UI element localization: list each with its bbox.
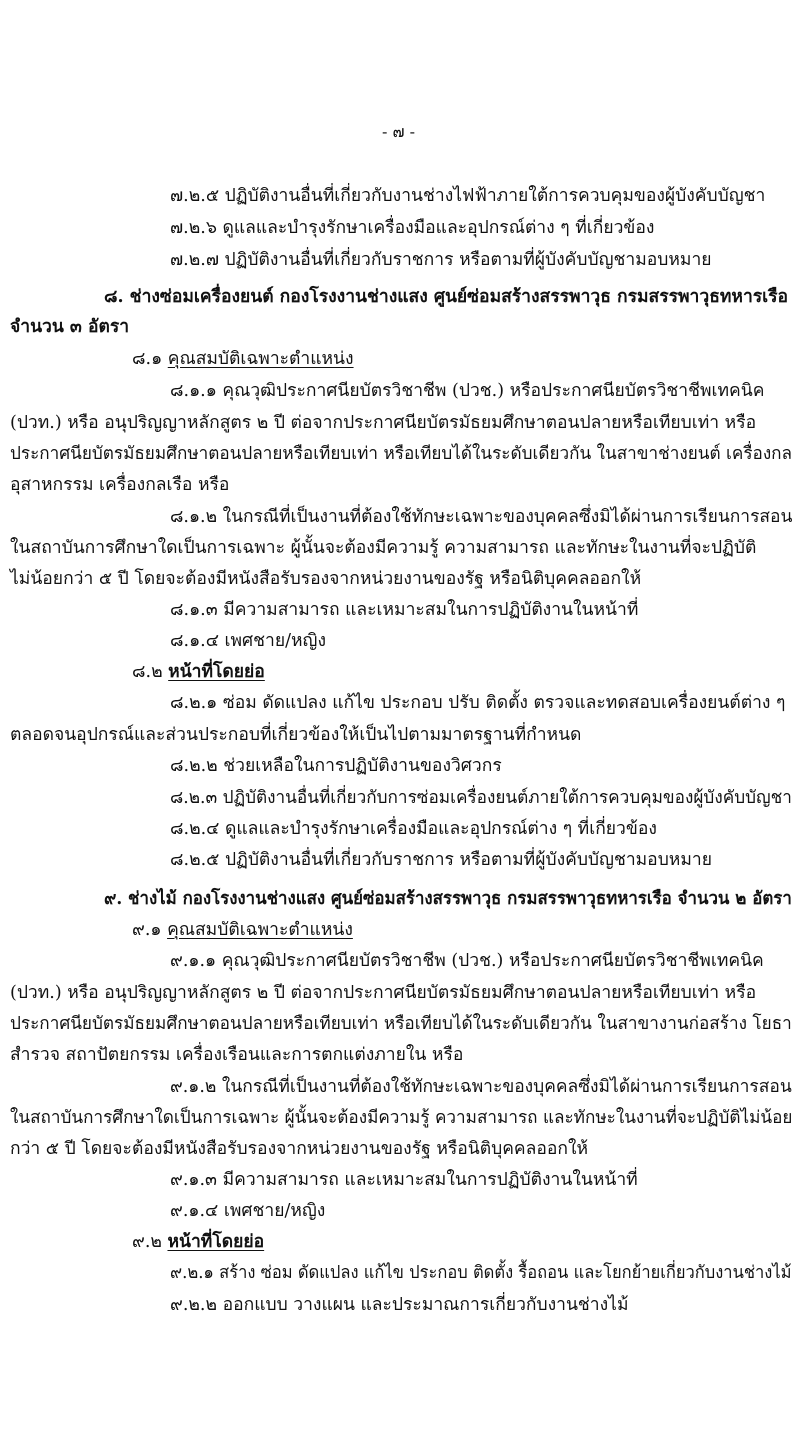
item-7-2-7: ๗.๒.๗ ปฏิบัติงานอื่นที่เกี่ยวกับราชการ หรือตามที่ผู้บังคับบัญชามอบหมาย [170,250,712,270]
item-8-2-5: ๘.๒.๕ ปฏิบัติงานอื่นที่เกี่ยวกับราชการ หรือตามที่ผู้บังคับบัญชามอบหมาย [170,850,712,870]
item-8-1-2-line3: ไม่น้อยกว่า ๕ ปี โดยจะต้องมีหนังสือรับรองจากหน่วยงานของรัฐ หรือนิติบุคคลออกให้ [10,569,642,589]
section-8-heading: ๘. ช่างซ่อมเครื่องยนต์ กองโรงงานช่างแสง ศูนย์ซ่อมสร้างสรรพาวุธ กรมสรรพาวุธทหารเรือ [104,287,789,307]
duties-number-9: ๙.๒ [132,1232,168,1252]
duties-label-9: หน้าที่โดยย่อ [167,1232,265,1252]
item-8-1-4: ๘.๑.๔ เพศชาย/หญิง [170,631,327,651]
qualifications-label-9: คุณสมบัติเฉพาะตำแหน่ง [167,920,353,940]
item-9-1-1-line3: ประกาศนียบัตรมัธยมศึกษาตอนปลายหรือเทียบเท่า หรือเทียบได้ในระดับเดียวกัน ในสาขางานก่อสร้าง โยธา [10,1014,792,1034]
item-8-1-3: ๘.๑.๓ มีความสามารถ และเหมาะสมในการปฏิบัติงานในหน้าที่ [170,600,639,620]
item-8-1-2: ๘.๑.๒ ในกรณีที่เป็นงานที่ต้องใช้ทักษะเฉพาะของบุคคลซึ่งมิได้ผ่านการเรียนการสอน [170,507,793,527]
item-8-2-4: ๘.๒.๔ ดูแลและบำรุงรักษาเครื่องมือและอุปกรณ์ต่าง ๆ ที่เกี่ยวข้อง [170,819,657,839]
qualifications-heading-9 [132,920,353,940]
page-number: - ๗ - [382,122,416,141]
section-8-heading-cont: จำนวน ๓ อัตรา [10,317,130,337]
qualifications-number-9: ๙.๑ [132,920,168,940]
item-9-2-2: ๙.๒.๒ ออกแบบ วางแผน และประมาณการเกี่ยวกับงานช่างไม้ [170,1295,629,1315]
item-8-1-2-line2: ในสถาบันการศึกษาใดเป็นการเฉพาะ ผู้นั้นจะต้องมีความรู้ ความสามารถ และทักษะในงานที่จะปฏิบัติ [10,538,757,558]
item-8-2-2: ๘.๒.๒ ช่วยเหลือในการปฏิบัติงานของวิศวกร [170,756,502,776]
item-8-2-1: ๘.๒.๑ ซ่อม ดัดแปลง แก้ไข ประกอบ ปรับ ติดตั้ง ตรวจและทดสอบเครื่องยนต์ต่าง ๆ [170,693,786,713]
qualifications-heading-8 [132,349,354,369]
item-8-1-1-line2: (ปวท.) หรือ อนุปริญญาหลักสูตร ๒ ปี ต่อจากประกาศนียบัตรมัธยมศึกษาตอนปลายหรือเทียบเท่า หรือ [10,413,757,433]
item-9-1-3: ๙.๑.๓ มีความสามารถ และเหมาะสมในการปฏิบัติงานในหน้าที่ [170,1170,638,1190]
duties-heading-8 [132,662,265,682]
item-9-1-1: ๙.๑.๑ คุณวุฒิประกาศนียบัตรวิชาชีพ (ปวช.) หรือประกาศนียบัตรวิชาชีพเทคนิค [170,951,764,971]
item-8-1-1: ๘.๑.๑ คุณวุฒิประกาศนียบัตรวิชาชีพ (ปวช.) หรือประกาศนียบัตรวิชาชีพเทคนิค [170,381,765,401]
item-8-2-3: ๘.๒.๓ ปฏิบัติงานอื่นที่เกี่ยวกับการซ่อมเครื่องยนต์ภายใต้การควบคุมของผู้บังคับบัญชา [170,788,792,808]
item-7-2-6: ๗.๒.๖ ดูแลและบำรุงรักษาเครื่องมือและอุปกรณ์ต่าง ๆ ที่เกี่ยวข้อง [170,218,655,238]
item-9-2-1: ๙.๒.๑ สร้าง ซ่อม ดัดแปลง แก้ไข ประกอบ ติดตั้ง รื้อถอน และโยกย้ายเกี่ยวกับงานช่างไม้ [170,1263,792,1283]
item-9-1-1-line4: สำรวจ สถาปัตยกรรม เครื่องเรือนและการตกแต่งภายใน หรือ [10,1045,464,1065]
item-9-1-2-line3: กว่า ๕ ปี โดยจะต้องมีหนังสือรับรองจากหน่วยงานของรัฐ หรือนิติบุคคลออกให้ [10,1139,589,1159]
duties-label-8: หน้าที่โดยย่อ [168,662,265,682]
item-9-1-1-line2: (ปวท.) หรือ อนุปริญญาหลักสูตร ๒ ปี ต่อจากประกาศนียบัตรมัธยมศึกษาตอนปลายหรือเทียบเท่า หรือ [10,983,757,1003]
duties-heading-9 [132,1232,264,1252]
duties-number-8: ๘.๒ [132,662,169,682]
item-9-1-2-line2: ในสถาบันการศึกษาใดเป็นการเฉพาะ ผู้นั้นจะต้องมีความรู้ ความสามารถ และทักษะในงานที่จะปฏิบัติไม่น้อย [10,1108,793,1128]
item-8-1-1-line4: อุสาหกรรม เครื่องกลเรือ หรือ [10,475,230,495]
item-7-2-5: ๗.๒.๕ ปฏิบัติงานอื่นที่เกี่ยวกับงานช่างไฟฟ้าภายใต้การควบคุมของผู้บังคับบัญชา [170,186,766,206]
qualifications-label-8: คุณสมบัติเฉพาะตำแหน่ง [167,349,354,369]
item-9-1-2: ๙.๑.๒ ในกรณีที่เป็นงานที่ต้องใช้ทักษะเฉพาะของบุคคลซึ่งมิได้ผ่านการเรียนการสอน [170,1077,792,1097]
item-8-2-1-line2: ตลอดจนอุปกรณ์และส่วนประกอบที่เกี่ยวข้องให้เป็นไปตามมาตรฐานที่กำหนด [10,725,582,745]
section-9-heading: ๙. ช่างไม้ กองโรงงานช่างแสง ศูนย์ซ่อมสร้างสรรพาวุธ กรมสรรพาวุธทหารเรือ จำนวน ๒ อัตรา [104,889,792,909]
item-8-1-1-line3: ประกาศนียบัตรมัธยมศึกษาตอนปลายหรือเทียบเท่า หรือเทียบได้ในระดับเดียวกัน ในสาขาช่างยนต์ เครื่องกล [10,444,793,464]
item-9-1-4: ๙.๑.๔ เพศชาย/หญิง [170,1201,326,1221]
qualifications-number-8: ๘.๑ [132,349,168,369]
